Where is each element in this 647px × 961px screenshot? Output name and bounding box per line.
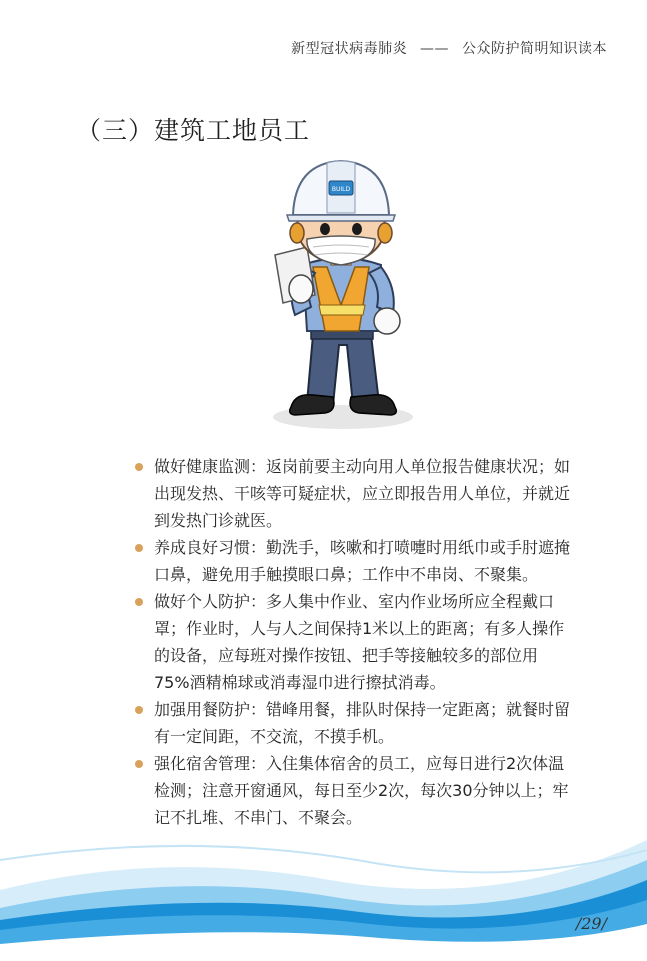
list-item-text: 养成良好习惯：勤洗手，咳嗽和打喷嚏时用纸巾或手肘遮掩口鼻，避免用手触摸眼口鼻；工作中不串岗、不聚集。 <box>154 538 571 584</box>
list-item <box>132 696 572 750</box>
construction-worker-illustration <box>255 155 425 435</box>
section-title: （三）建筑工地员工 <box>76 116 311 145</box>
page-number: /29/ <box>575 914 607 933</box>
bullet-dot-icon <box>135 544 143 552</box>
running-header <box>291 38 607 58</box>
bullet-dot-icon <box>135 706 143 714</box>
list-item-text: 加强用餐防护：错峰用餐，排队时保持一定距离；就餐时留有一定间距，不交流，不摸手机。 <box>154 700 571 746</box>
book-title: 新型冠状病毒肺炎 <box>291 41 408 57</box>
header-separator: —— <box>420 41 450 57</box>
list-item-text: 做好个人防护：多人集中作业、室内作业场所应全程戴口罩；作业时，人与人之间保持1米以上的距离；有多人操作的设备，应每班对操作按钮、把手等接触较多的部位用75%酒精棉球或消毒湿巾进行擦拭消毒。 <box>154 592 565 692</box>
footer-wave-decoration <box>0 820 647 961</box>
guideline-list <box>132 453 572 831</box>
book-subtitle: 公众防护简明知识读本 <box>462 41 607 57</box>
helmet-badge-text: BUILD <box>331 186 351 193</box>
list-item <box>132 588 572 696</box>
list-item-text: 做好健康监测：返岗前要主动向用人单位报告健康状况；如出现发热、干咳等可疑症状，应立即报告用人单位，并就近到发热门诊就医。 <box>154 457 571 530</box>
bullet-dot-icon <box>135 463 143 471</box>
list-item <box>132 750 572 831</box>
bullet-dot-icon <box>135 760 143 768</box>
list-item <box>132 453 572 534</box>
bullet-dot-icon <box>135 598 143 606</box>
list-item <box>132 534 572 588</box>
list-item-text: 强化宿舍管理：入住集体宿舍的员工，应每日进行2次体温检测；注意开窗通风，每日至少2次，每次30分钟以上；牢记不扎堆、不串门、不聚会。 <box>154 754 569 827</box>
